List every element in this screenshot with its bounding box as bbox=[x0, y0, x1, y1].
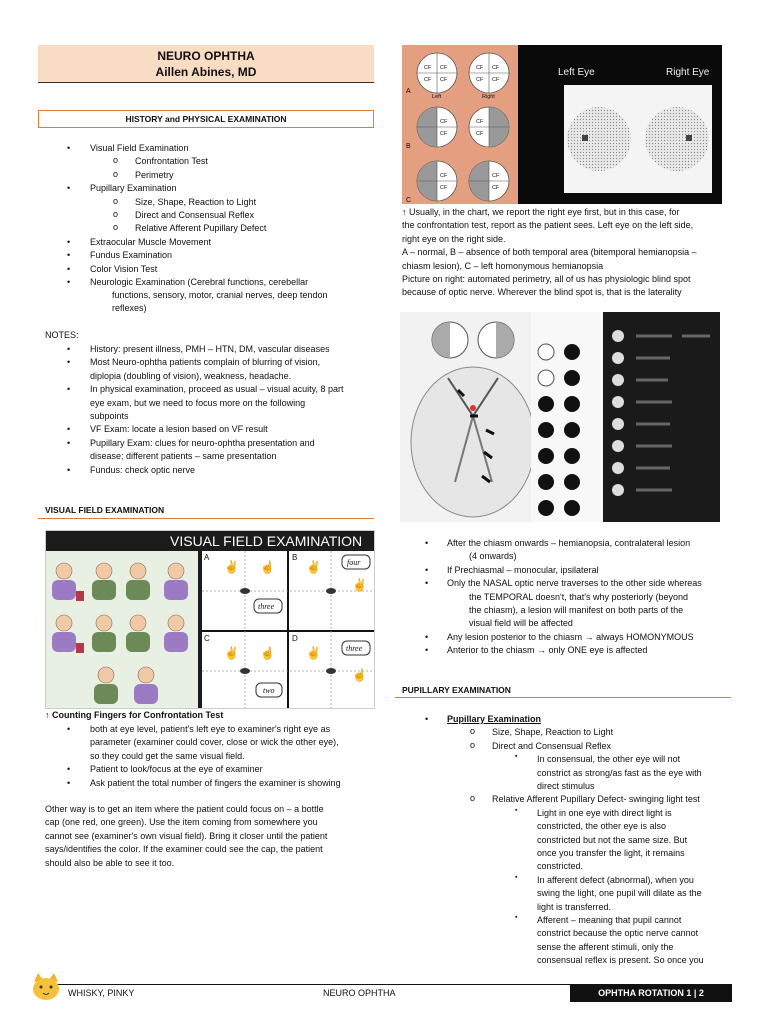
blind-spot-left bbox=[582, 135, 588, 141]
bullet: • bbox=[67, 764, 71, 775]
bullet: • bbox=[67, 236, 71, 247]
pupillary-line: Light in one eye with direct light is bbox=[537, 807, 672, 818]
note-line: diplopia (doubling of vision), weakness, headache. bbox=[90, 370, 292, 381]
svg-text:CF: CF bbox=[492, 173, 500, 179]
bullet: • bbox=[67, 183, 71, 194]
svg-text:☝: ☝ bbox=[352, 668, 367, 682]
exam-item: Fundus Examination bbox=[90, 250, 173, 261]
perimetry-note-line: chiasm lesion), C – left homonymous hemianopsia bbox=[402, 260, 604, 271]
svg-text:Right: Right bbox=[482, 94, 495, 100]
footer-authors: WHISKY, PINKY bbox=[68, 988, 135, 998]
exam-subitem: Perimetry bbox=[135, 169, 174, 180]
figure-title: VISUAL FIELD EXAMINATION bbox=[170, 533, 363, 549]
panel-label-c: C bbox=[204, 634, 210, 643]
svg-text:✌: ✌ bbox=[352, 578, 367, 592]
bullet: • bbox=[425, 631, 429, 642]
pathway-line: Only the NASAL optic nerve traverses to the other side whereas bbox=[447, 578, 702, 589]
svg-text:CF: CF bbox=[476, 119, 484, 125]
sub-bullet: o bbox=[113, 195, 119, 206]
footer-subject: NEURO OPHTHA bbox=[323, 988, 396, 998]
bullet: • bbox=[67, 384, 71, 395]
paragraph-line: cap (one red, one green). Use the item coming from somewhere you bbox=[45, 817, 318, 828]
panel-label-b: B bbox=[292, 553, 298, 562]
pupillary-title: Pupillary Examination bbox=[447, 714, 542, 724]
bubble-text: four bbox=[347, 558, 361, 567]
pupillary-line: light is transferred. bbox=[537, 901, 612, 912]
pupillary-line: constricted, the other eye is also bbox=[537, 821, 667, 832]
svg-text:Left: Left bbox=[432, 94, 442, 100]
svg-text:☝: ☝ bbox=[260, 560, 275, 574]
pupillary-heading-rule bbox=[395, 697, 731, 698]
right-eye-label: Right Eye bbox=[666, 67, 710, 78]
panel-label-a: A bbox=[204, 553, 210, 562]
bullet: • bbox=[425, 538, 429, 548]
exam-subitem: Confrontation Test bbox=[135, 156, 208, 167]
sub-bullet: o bbox=[113, 168, 119, 179]
bullet: • bbox=[425, 564, 429, 575]
note-line: Most Neuro-ophtha patients complain of blurring of vision, bbox=[90, 357, 321, 368]
vfe-caption: ↑ Counting Fingers for Confrontation Test bbox=[45, 710, 224, 720]
perimetry-note-line: the confrontation test, report as the patient sees. Left eye on the left side, bbox=[402, 220, 694, 231]
note-line: Pupillary Exam: clues for neuro-ophtha presentation and bbox=[90, 437, 315, 448]
pupillary-line: direct stimulus bbox=[537, 781, 595, 791]
svg-text:CF: CF bbox=[424, 65, 432, 71]
neuro-line1: Neurologic Examination (Cerebral functions, cerebellar bbox=[90, 277, 309, 287]
pupillary-line: In afferent defect (abnormal), when you bbox=[537, 874, 694, 885]
note-line: In physical examination, proceed as usual – visual acuity, 8 part bbox=[90, 384, 344, 395]
svg-text:✌: ✌ bbox=[306, 560, 321, 574]
sub-bullet: o bbox=[470, 739, 476, 750]
vfe-heading: VISUAL FIELD EXAMINATION bbox=[45, 505, 165, 515]
paragraph-line: cannot see (examiner's own visual field). Bring it closer until the patient bbox=[45, 830, 328, 841]
pathway-line: the chiasm), a lesion will manifest on both parts of the bbox=[469, 605, 684, 615]
left-eye-label: Left Eye bbox=[558, 67, 595, 78]
sub-bullet: o bbox=[470, 726, 476, 737]
blind-spot-right bbox=[686, 135, 692, 141]
exam-subitem: Direct and Consensual Reflex bbox=[135, 210, 255, 220]
vfe-item-line: Patient to look/focus at the eye of examiner bbox=[90, 764, 263, 775]
vfe-item-line: Ask patient the total number of fingers the examiner is showing bbox=[90, 777, 341, 788]
finger-diagram bbox=[202, 551, 374, 708]
vfe-item-line: both at eye level, patient's left eye to examiner's right eye as bbox=[90, 724, 331, 734]
bullet: • bbox=[67, 424, 71, 435]
perimetry-note-line: because of optic nerve. Wherever the blind spot is, that is the laterality bbox=[402, 287, 682, 298]
exam-subitem: Relative Afferent Pupillary Defect bbox=[135, 223, 267, 234]
pupillary-line: sense the afferent stimuli, only the bbox=[537, 941, 674, 952]
row-label: B bbox=[406, 143, 411, 150]
sub-bullet: o bbox=[470, 793, 476, 804]
note-line: disease; different patients – same presentation bbox=[90, 451, 277, 462]
pupillary-line: consensual reflex is present. So once you bbox=[537, 955, 704, 966]
svg-text:CF: CF bbox=[476, 77, 484, 83]
svg-text:✌: ✌ bbox=[224, 560, 239, 574]
cat-logo-icon bbox=[30, 972, 62, 1002]
exam-item: Extraocular Muscle Movement bbox=[90, 236, 212, 247]
pathway-line: the TEMPORAL doesn't, that's why posteriorly (beyond bbox=[469, 591, 689, 602]
bullet: • bbox=[67, 724, 71, 734]
svg-text:☝: ☝ bbox=[260, 646, 275, 660]
square-bullet: ▪ bbox=[515, 806, 518, 814]
people-illustration bbox=[46, 551, 198, 708]
exam-subitem: Size, Shape, Reaction to Light bbox=[135, 196, 257, 207]
bullet: • bbox=[425, 645, 429, 656]
pupillary-line: Afferent – meaning that pupil cannot bbox=[537, 915, 682, 925]
pupillary-sub: Relative Afferent Pupillary Defect- swinging light test bbox=[492, 794, 700, 805]
note-line: subpoints bbox=[90, 411, 129, 421]
note-line: History: present illness, PMH – HTN, DM, vascular diseases bbox=[90, 344, 330, 354]
document-author: Aillen Abines, MD bbox=[155, 65, 257, 79]
bullet: • bbox=[425, 578, 429, 589]
svg-text:CF: CF bbox=[440, 119, 448, 125]
pupillary-sub: Direct and Consensual Reflex bbox=[492, 740, 612, 751]
pathway-line: (4 onwards) bbox=[469, 551, 517, 562]
pathway-line: If Prechiasmal – monocular, ipsilateral bbox=[447, 564, 599, 575]
svg-text:CF: CF bbox=[476, 65, 484, 71]
footer-rotation-badge: OPHTHA ROTATION 1 | 2 bbox=[570, 984, 732, 1002]
bullet: • bbox=[67, 357, 71, 368]
exam-item: Color Vision Test bbox=[90, 263, 158, 274]
perimetry-note-line: Picture on right: automated perimetry, all of us has physiologic blind spot bbox=[402, 274, 691, 284]
finger-diagram-panel bbox=[202, 551, 374, 708]
panel-label-d: D bbox=[292, 634, 298, 643]
svg-text:CF: CF bbox=[476, 131, 484, 137]
square-bullet: ▪ bbox=[515, 873, 518, 881]
automated-perimetry-charts bbox=[564, 85, 712, 193]
vfe-item-line: so they could get the same visual field. bbox=[90, 750, 245, 761]
svg-text:CF: CF bbox=[440, 131, 448, 137]
visual-pathway-figure bbox=[400, 312, 720, 522]
bullet: • bbox=[67, 437, 71, 448]
bullet: • bbox=[67, 277, 71, 287]
bubble-text: two bbox=[263, 686, 275, 695]
pupillary-line: once you transfer the light, it remains bbox=[537, 848, 685, 858]
pathway-line: Any lesion posterior to the chiasm → always HOMONYMOUS bbox=[447, 631, 694, 642]
bullet: • bbox=[67, 777, 71, 788]
neuro-line2: functions, sensory, motor, cranial nerves, deep tendon bbox=[112, 290, 328, 300]
document-title-box bbox=[38, 45, 374, 83]
paragraph-line: should also be able to see it too. bbox=[45, 857, 175, 868]
paragraph-line: says/identifies the color. If the examiner could see the cap, the patient bbox=[45, 844, 323, 855]
note-line: eye exam, but we need to focus more on the following bbox=[90, 397, 306, 408]
exam-item: Pupillary Examination bbox=[90, 183, 177, 194]
svg-text:CF: CF bbox=[440, 65, 448, 71]
pupillary-line: constricted but not the same size. But bbox=[537, 834, 688, 845]
svg-text:CF: CF bbox=[440, 77, 448, 83]
notes-label: NOTES: bbox=[45, 330, 79, 340]
note-line: VF Exam: locate a lesion based on VF result bbox=[90, 424, 268, 435]
sub-bullet: o bbox=[113, 222, 119, 233]
confrontation-results-diagram bbox=[402, 45, 518, 204]
pupillary-heading: PUPILLARY EXAMINATION bbox=[402, 685, 511, 695]
pupillary-line: constricted. bbox=[537, 861, 584, 872]
row-label: C bbox=[406, 197, 412, 204]
svg-text:CF: CF bbox=[424, 77, 432, 83]
bullet: • bbox=[67, 250, 71, 261]
pupillary-line: swing the light, one pupil will dilate as the bbox=[537, 888, 702, 899]
sub-bullet: o bbox=[113, 209, 119, 219]
perimetry-note-line: right eye on the right side. bbox=[402, 233, 506, 244]
sub-bullet: o bbox=[113, 155, 119, 166]
bullet: • bbox=[67, 143, 71, 153]
svg-text:CF: CF bbox=[492, 65, 500, 71]
pupillary-sub: Size, Shape, Reaction to Light bbox=[492, 727, 614, 738]
bullet: • bbox=[425, 714, 429, 724]
pupillary-line: constrict because the optic nerve cannot bbox=[537, 928, 699, 939]
svg-text:CF: CF bbox=[440, 173, 448, 179]
pathway-line: After the chiasm onwards – hemianopsia, contralateral lesion bbox=[447, 538, 691, 548]
document-title: NEURO OPHTHA bbox=[157, 49, 255, 63]
bubble-text: three bbox=[346, 644, 363, 653]
perimetry-note-line: ↑ Usually, in the chart, we report the right eye first, but in this case, for bbox=[402, 207, 680, 217]
bullet: • bbox=[67, 344, 71, 354]
confrontation-figure bbox=[45, 530, 375, 709]
svg-text:✌: ✌ bbox=[306, 646, 321, 660]
svg-text:CF: CF bbox=[440, 185, 448, 191]
bullet: • bbox=[67, 464, 71, 475]
pathway-line: Anterior to the chiasm → only ONE eye is affected bbox=[447, 645, 648, 656]
svg-text:✌: ✌ bbox=[224, 646, 239, 660]
pathway-line: visual field will be affected bbox=[469, 618, 573, 629]
square-bullet: ▪ bbox=[515, 914, 518, 921]
paragraph-line: Other way is to get an item where the patient could focus on – a bottle bbox=[45, 804, 324, 814]
row-label: A bbox=[406, 88, 411, 95]
bubble-text: three bbox=[258, 602, 275, 611]
perimetry-note-line: A – normal, B – absence of both temporal area (bitemporal hemianopsia – bbox=[402, 247, 697, 258]
perimetry-figure bbox=[402, 45, 722, 204]
svg-text:CF: CF bbox=[492, 77, 500, 83]
note-line: Fundus: check optic nerve bbox=[90, 464, 196, 475]
confrontation-results-panel bbox=[402, 45, 518, 204]
neuro-line3: reflexes) bbox=[112, 303, 147, 313]
vfe-heading-rule bbox=[38, 518, 374, 519]
square-bullet: ▪ bbox=[515, 753, 518, 761]
hpe-heading: HISTORY and PHYSICAL EXAMINATION bbox=[38, 110, 374, 128]
pupillary-line: In consensual, the other eye will not bbox=[537, 754, 681, 765]
bullet: • bbox=[67, 263, 71, 274]
photo-panel bbox=[46, 551, 198, 708]
vfe-item-line: parameter (examiner could cover, close or wick the other eye), bbox=[90, 737, 339, 748]
pupillary-line: constrict as strong/as fast as the eye with bbox=[537, 767, 702, 778]
svg-text:CF: CF bbox=[492, 185, 500, 191]
exam-item: Visual Field Examination bbox=[90, 143, 189, 153]
